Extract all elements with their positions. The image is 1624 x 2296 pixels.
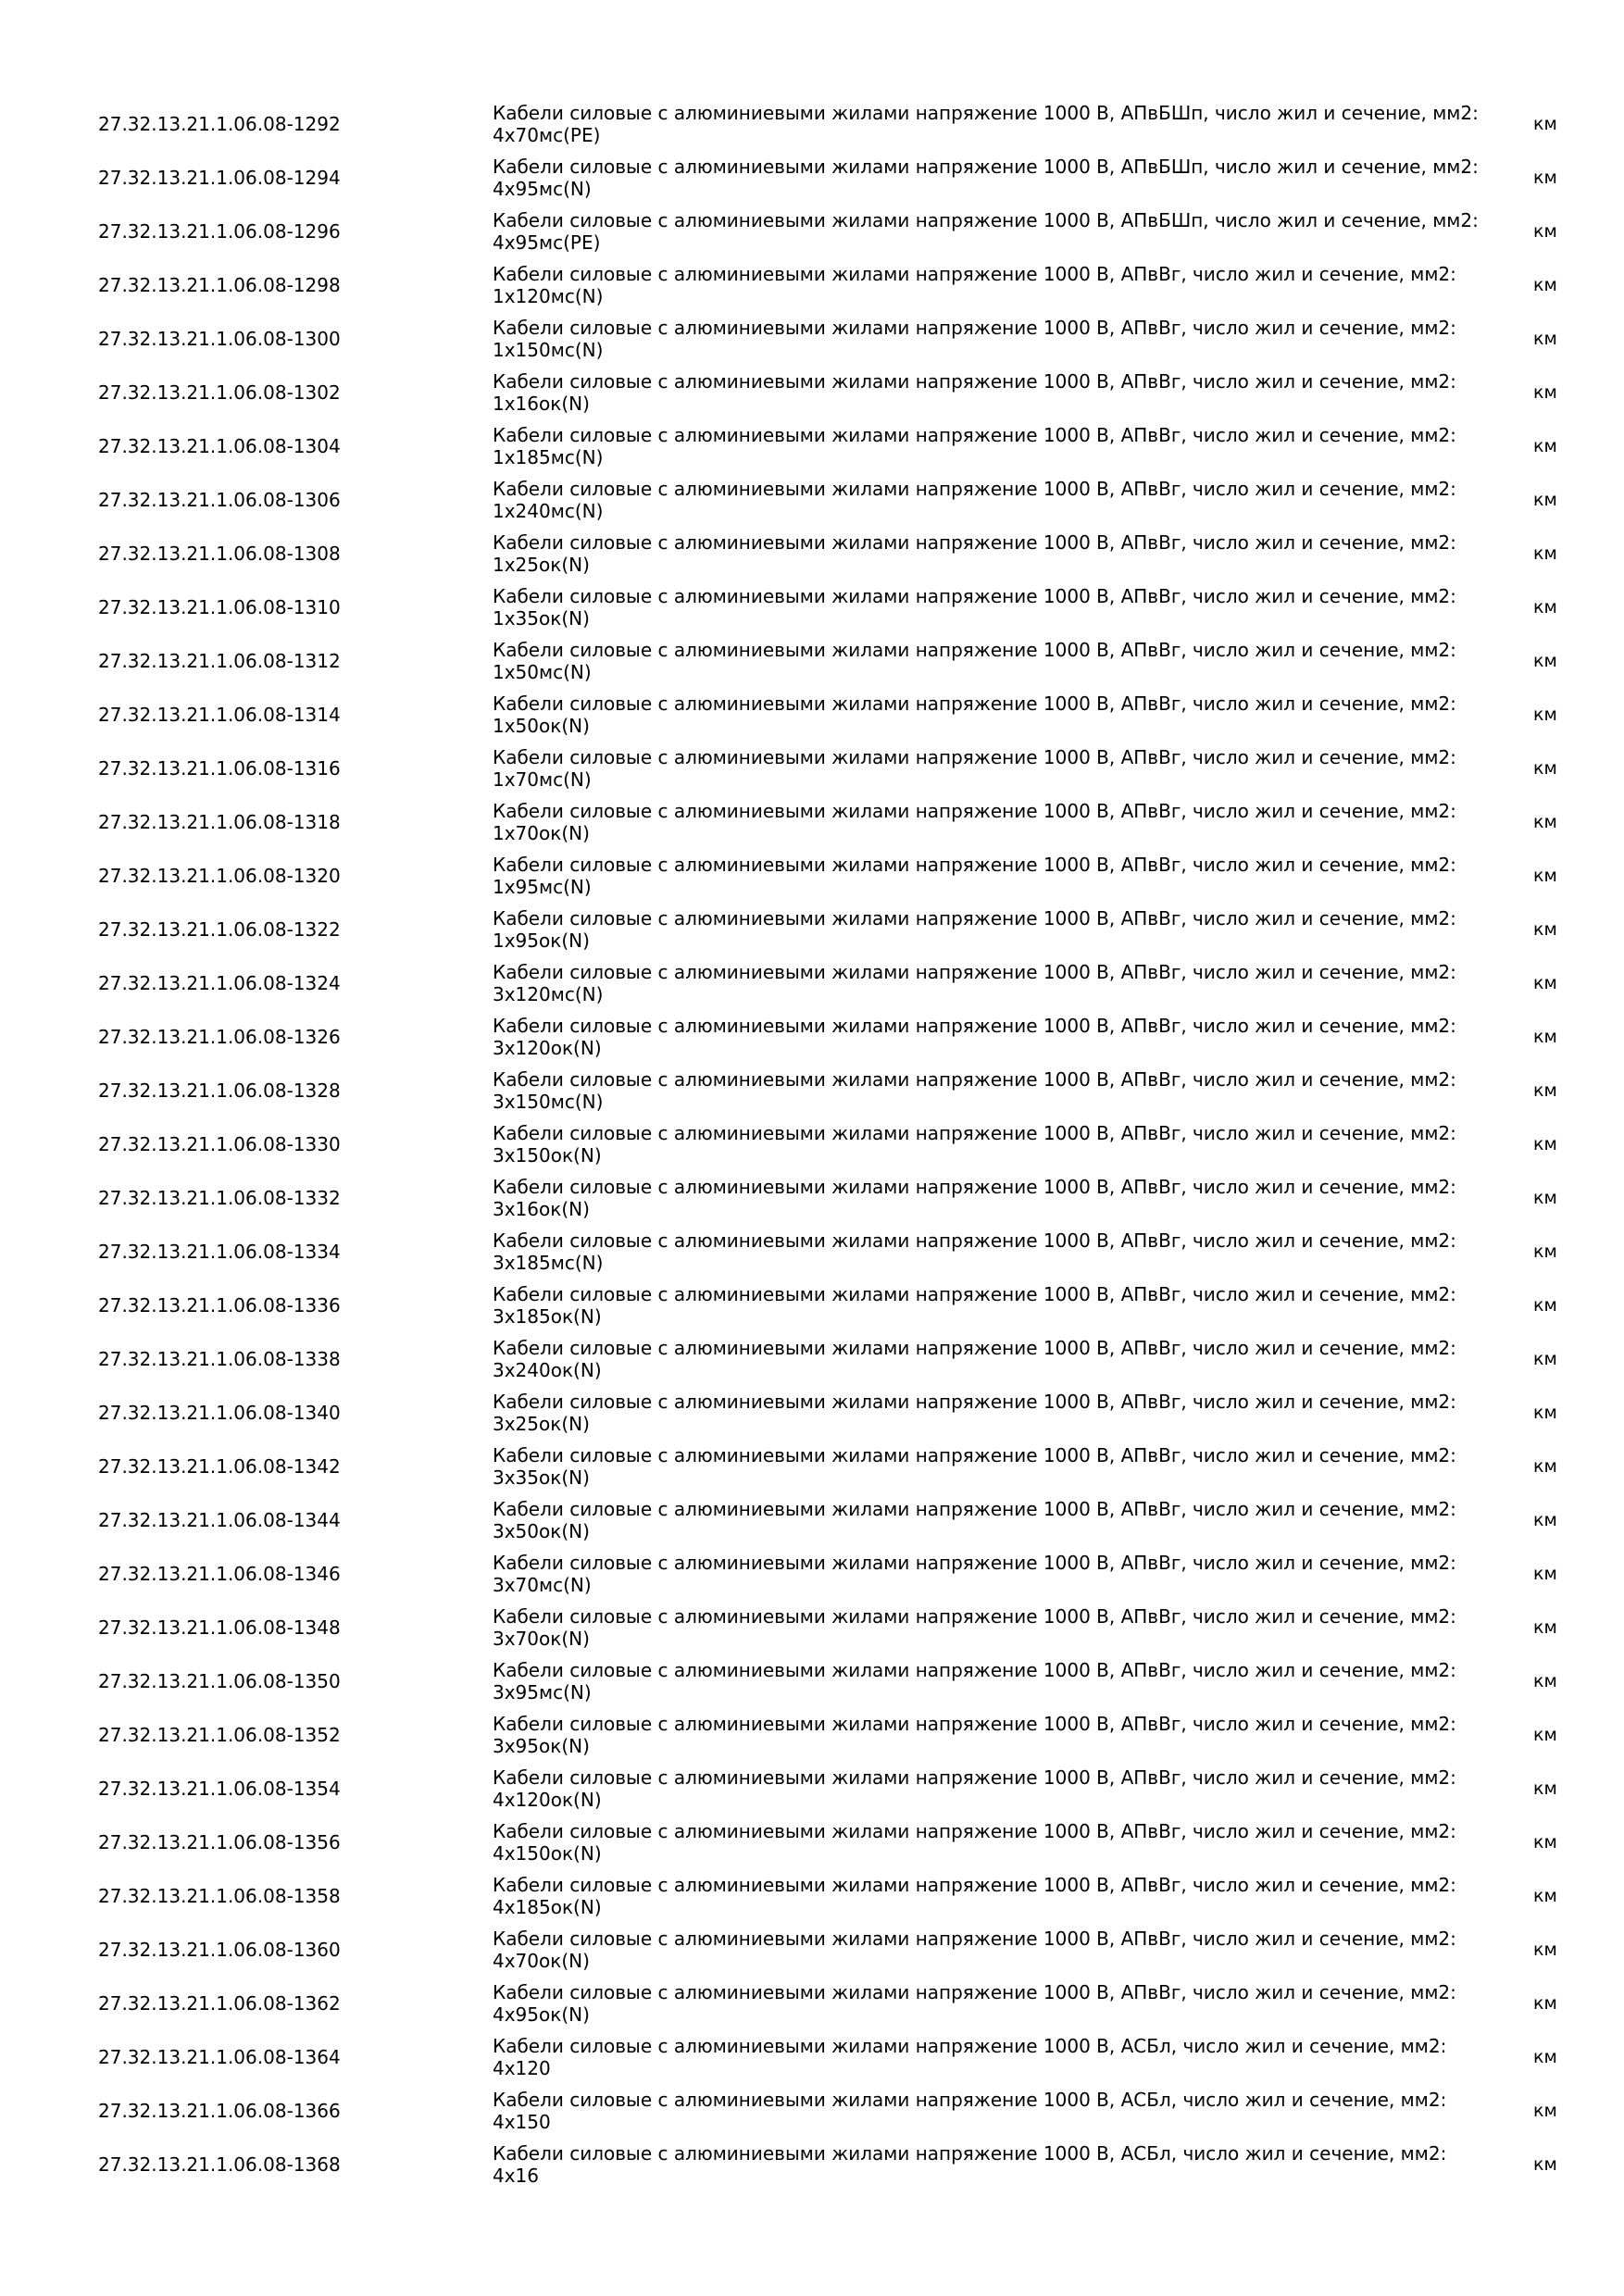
item-code: 27.32.13.21.1.06.08-1366 [98,2100,341,2122]
item-code: 27.32.13.21.1.06.08-1292 [98,113,341,135]
table-row [0,205,1624,258]
item-unit: км [1533,1725,1557,1745]
item-code: 27.32.13.21.1.06.08-1324 [98,972,341,994]
description-line-2: 1х50ок(N) [493,715,590,737]
description-line-2: 3х150ок(N) [493,1144,602,1167]
description-line-2: 1х50мс(N) [493,661,592,683]
description-line-1: Кабели силовые с алюминиевыми жилами напряжение 1000 В, АПвВг, число жил и сечение, мм2: [493,800,1456,822]
description-line-2: 4х95мс(PE) [493,231,601,254]
item-unit: км [1533,973,1557,993]
item-unit: км [1533,866,1557,886]
table-row [0,1547,1624,1601]
table-row [0,2138,1624,2191]
description-line-1: Кабели силовые с алюминиевыми жилами напряжение 1000 В, АСБл, число жил и сечение, мм2: [493,2035,1447,2057]
item-code: 27.32.13.21.1.06.08-1334 [98,1241,341,1263]
description-line-2: 4х120ок(N) [493,1789,602,1811]
item-code: 27.32.13.21.1.06.08-1310 [98,596,341,618]
item-code: 27.32.13.21.1.06.08-1352 [98,1724,341,1746]
description-line-2: 3х16ок(N) [493,1198,590,1220]
description-line-1: Кабели силовые с алюминиевыми жилами напряжение 1000 В, АПвВг, число жил и сечение, мм2: [493,478,1456,500]
price-table [0,97,1624,2191]
description-line-1: Кабели силовые с алюминиевыми жилами напряжение 1000 В, АПвВг, число жил и сечение, мм2: [493,693,1456,715]
table-row [0,1869,1624,1923]
item-code: 27.32.13.21.1.06.08-1344 [98,1509,341,1531]
table-row [0,1440,1624,1493]
description-line-1: Кабели силовые с алюминиевыми жилами напряжение 1000 В, АПвВг, число жил и сечение, мм2: [493,1659,1456,1681]
item-description [493,1391,1493,1435]
table-row [0,151,1624,205]
table-row [0,97,1624,151]
description-line-2: 3х50ок(N) [493,1520,590,1542]
description-line-1: Кабели силовые с алюминиевыми жилами напряжение 1000 В, АПвВг, число жил и сечение, мм2: [493,1229,1456,1252]
item-code: 27.32.13.21.1.06.08-1342 [98,1455,341,1478]
item-description [493,800,1493,844]
description-line-1: Кабели силовые с алюминиевыми жилами напряжение 1000 В, АПвВг, число жил и сечение, мм2: [493,317,1456,339]
description-line-1: Кабели силовые с алюминиевыми жилами напряжение 1000 В, АПвБШп, число жил и сечение, мм2: [493,209,1479,231]
description-line-2: 4х70ок(N) [493,1950,590,1972]
table-row [0,1977,1624,2030]
item-description [493,585,1493,630]
description-line-2: 4х150ок(N) [493,1842,602,1865]
table-row [0,1762,1624,1816]
item-code: 27.32.13.21.1.06.08-1326 [98,1026,341,1048]
item-description [493,907,1493,952]
item-description [493,209,1493,254]
item-unit: км [1533,1564,1557,1584]
item-description [493,1981,1493,2026]
item-code: 27.32.13.21.1.06.08-1356 [98,1831,341,1853]
table-row [0,312,1624,366]
item-code: 27.32.13.21.1.06.08-1338 [98,1348,341,1370]
item-unit: км [1533,1886,1557,1906]
table-row [0,1225,1624,1279]
description-line-2: 1х70мс(N) [493,768,592,791]
table-row [0,1386,1624,1440]
item-code: 27.32.13.21.1.06.08-1332 [98,1187,341,1209]
description-line-2: 3х120ок(N) [493,1037,602,1059]
description-line-1: Кабели силовые с алюминиевыми жилами напряжение 1000 В, АПвВг, число жил и сечение, мм2: [493,370,1456,393]
item-description [493,317,1493,361]
description-line-2: 3х185мс(N) [493,1252,604,1274]
description-line-2: 1х120мс(N) [493,285,604,307]
item-unit: км [1533,2154,1557,2175]
item-description [493,1874,1493,1918]
item-code: 27.32.13.21.1.06.08-1336 [98,1294,341,1316]
item-description [493,102,1493,146]
item-description [493,1068,1493,1113]
item-description [493,1176,1493,1220]
item-unit: км [1533,1940,1557,1960]
item-code: 27.32.13.21.1.06.08-1316 [98,757,341,780]
description-line-2: 3х120мс(N) [493,983,604,1005]
item-code: 27.32.13.21.1.06.08-1322 [98,918,341,941]
description-line-1: Кабели силовые с алюминиевыми жилами напряжение 1000 В, АПвВг, число жил и сечение, мм2: [493,1391,1456,1413]
description-line-1: Кабели силовые с алюминиевыми жилами напряжение 1000 В, АПвВг, число жил и сечение, мм2: [493,907,1456,930]
item-unit: км [1533,758,1557,779]
description-line-2: 1х35ок(N) [493,607,590,630]
item-unit: км [1533,114,1557,134]
description-line-2: 3х25ок(N) [493,1413,590,1435]
item-code: 27.32.13.21.1.06.08-1302 [98,381,341,404]
description-line-1: Кабели силовые с алюминиевыми жилами напряжение 1000 В, АПвВг, число жил и сечение, мм2: [493,1928,1456,1950]
description-line-1: Кабели силовые с алюминиевыми жилами напряжение 1000 В, АПвВг, число жил и сечение, мм2: [493,263,1456,285]
description-line-1: Кабели силовые с алюминиевыми жилами напряжение 1000 В, АПвВг, число жил и сечение, мм2: [493,1820,1456,1842]
item-code: 27.32.13.21.1.06.08-1330 [98,1133,341,1155]
item-unit: км [1533,812,1557,832]
item-code: 27.32.13.21.1.06.08-1298 [98,274,341,296]
item-description [493,1659,1493,1703]
item-description [493,1283,1493,1328]
item-description [493,531,1493,576]
table-row [0,527,1624,580]
description-line-2: 1х16ок(N) [493,393,590,415]
description-line-1: Кабели силовые с алюминиевыми жилами напряжение 1000 В, АПвВг, число жил и сечение, мм2: [493,1444,1456,1466]
table-row [0,2030,1624,2084]
item-unit: км [1533,1134,1557,1154]
item-code: 27.32.13.21.1.06.08-1306 [98,489,341,511]
description-line-1: Кабели силовые с алюминиевыми жилами напряжение 1000 В, АПвВг, число жил и сечение, мм2: [493,746,1456,768]
description-line-2: 1х95мс(N) [493,876,592,898]
item-code: 27.32.13.21.1.06.08-1354 [98,1778,341,1800]
item-code: 27.32.13.21.1.06.08-1362 [98,1992,341,2015]
description-line-2: 1х95ок(N) [493,930,590,952]
item-unit: км [1533,490,1557,510]
description-line-1: Кабели силовые с алюминиевыми жилами напряжение 1000 В, АПвВг, число жил и сечение, мм2: [493,1337,1456,1359]
item-description [493,1337,1493,1381]
description-line-2: 1х185мс(N) [493,446,604,468]
item-description [493,961,1493,1005]
table-row [0,688,1624,742]
description-line-2: 4х185ок(N) [493,1896,602,1918]
item-description [493,156,1493,200]
description-line-2: 4х150 [493,2111,551,2133]
item-code: 27.32.13.21.1.06.08-1364 [98,2046,341,2068]
description-line-1: Кабели силовые с алюминиевыми жилами напряжение 1000 В, АПвВг, число жил и сечение, мм2: [493,1122,1456,1144]
item-description [493,693,1493,737]
description-line-1: Кабели силовые с алюминиевыми жилами напряжение 1000 В, АПвВг, число жил и сечение, мм2: [493,531,1456,554]
description-line-1: Кабели силовые с алюминиевыми жилами напряжение 1000 В, АПвВг, число жил и сечение, мм2: [493,1605,1456,1628]
description-line-1: Кабели силовые с алюминиевыми жилами напряжение 1000 В, АПвВг, число жил и сечение, мм2: [493,961,1456,983]
description-line-2: 3х70ок(N) [493,1628,590,1650]
item-unit: км [1533,1188,1557,1208]
item-description [493,1605,1493,1650]
description-line-2: 3х95мс(N) [493,1681,592,1703]
description-line-2: 4х95ок(N) [493,2003,590,2026]
table-row [0,1923,1624,1977]
item-description [493,1766,1493,1811]
item-unit: км [1533,1510,1557,1530]
description-line-1: Кабели силовые с алюминиевыми жилами напряжение 1000 В, АСБл, число жил и сечение, мм2: [493,2142,1447,2165]
description-line-1: Кабели силовые с алюминиевыми жилами напряжение 1000 В, АПвВг, число жил и сечение, мм2: [493,854,1456,876]
item-unit: км [1533,275,1557,295]
item-code: 27.32.13.21.1.06.08-1346 [98,1563,341,1585]
item-description [493,854,1493,898]
description-line-1: Кабели силовые с алюминиевыми жилами напряжение 1000 В, АПвБШп, число жил и сечение, мм2: [493,102,1479,124]
table-row [0,742,1624,795]
item-unit: км [1533,1242,1557,1262]
item-code: 27.32.13.21.1.06.08-1308 [98,543,341,565]
item-description [493,478,1493,522]
table-row [0,580,1624,634]
table-row [0,1010,1624,1064]
description-line-1: Кабели силовые с алюминиевыми жилами напряжение 1000 В, АПвВг, число жил и сечение, мм2: [493,1176,1456,1198]
description-line-1: Кабели силовые с алюминиевыми жилами напряжение 1000 В, АПвВг, число жил и сечение, мм2: [493,424,1456,446]
description-line-1: Кабели силовые с алюминиевыми жилами напряжение 1000 В, АПвВг, число жил и сечение, мм2: [493,639,1456,661]
item-description [493,2035,1493,2079]
item-code: 27.32.13.21.1.06.08-1350 [98,1670,341,1692]
table-row [0,1816,1624,1869]
table-row [0,1279,1624,1332]
item-code: 27.32.13.21.1.06.08-1360 [98,1939,341,1961]
item-description [493,1122,1493,1167]
table-row [0,2084,1624,2138]
description-line-2: 1х150мс(N) [493,339,604,361]
item-description [493,263,1493,307]
table-row [0,473,1624,527]
table-row [0,1064,1624,1117]
description-line-1: Кабели силовые с алюминиевыми жилами напряжение 1000 В, АПвБШп, число жил и сечение, мм2: [493,156,1479,178]
item-unit: км [1533,2101,1557,2121]
table-row [0,634,1624,688]
table-row [0,1117,1624,1171]
description-line-1: Кабели силовые с алюминиевыми жилами напряжение 1000 В, АПвВг, число жил и сечение, мм2: [493,585,1456,607]
item-code: 27.32.13.21.1.06.08-1300 [98,328,341,350]
item-unit: км [1533,382,1557,403]
item-code: 27.32.13.21.1.06.08-1340 [98,1402,341,1424]
item-description [493,639,1493,683]
item-unit: км [1533,1778,1557,1799]
item-unit: км [1533,1349,1557,1369]
item-unit: км [1533,597,1557,618]
description-line-2: 4х120 [493,2057,551,2079]
item-code: 27.32.13.21.1.06.08-1318 [98,811,341,833]
item-description [493,746,1493,791]
table-row [0,419,1624,473]
description-line-2: 1х25ок(N) [493,554,590,576]
description-line-1: Кабели силовые с алюминиевыми жилами напряжение 1000 В, АПвВг, число жил и сечение, мм2: [493,1713,1456,1735]
item-unit: км [1533,436,1557,456]
item-code: 27.32.13.21.1.06.08-1368 [98,2153,341,2176]
item-unit: км [1533,1617,1557,1638]
description-line-2: 1х70ок(N) [493,822,590,844]
item-code: 27.32.13.21.1.06.08-1320 [98,865,341,887]
description-line-2: 3х35ок(N) [493,1466,590,1489]
item-description [493,1498,1493,1542]
table-row [0,1171,1624,1225]
item-description [493,1015,1493,1059]
item-description [493,1928,1493,1972]
description-line-2: 3х150мс(N) [493,1091,604,1113]
description-line-1: Кабели силовые с алюминиевыми жилами напряжение 1000 В, АПвВг, число жил и сечение, мм2: [493,1015,1456,1037]
item-unit: км [1533,329,1557,349]
item-unit: км [1533,1671,1557,1691]
table-row [0,1601,1624,1654]
item-unit: км [1533,221,1557,242]
item-code: 27.32.13.21.1.06.08-1312 [98,650,341,672]
item-unit: км [1533,1993,1557,2014]
item-unit: км [1533,705,1557,725]
description-line-2: 3х95ок(N) [493,1735,590,1757]
item-description [493,370,1493,415]
description-line-1: Кабели силовые с алюминиевыми жилами напряжение 1000 В, АПвВг, число жил и сечение, мм2: [493,1068,1456,1091]
item-code: 27.32.13.21.1.06.08-1328 [98,1079,341,1102]
item-description [493,2142,1493,2187]
item-unit: км [1533,1832,1557,1853]
description-line-2: 1х240мс(N) [493,500,604,522]
table-row [0,795,1624,849]
item-unit: км [1533,651,1557,671]
description-line-1: Кабели силовые с алюминиевыми жилами напряжение 1000 В, АПвВг, число жил и сечение, мм2: [493,1981,1456,2003]
table-row [0,1708,1624,1762]
description-line-2: 4х16 [493,2165,540,2187]
description-line-1: Кабели силовые с алюминиевыми жилами напряжение 1000 В, АСБл, число жил и сечение, мм2: [493,2089,1447,2111]
item-unit: км [1533,1403,1557,1423]
table-row [0,1654,1624,1708]
item-description [493,1820,1493,1865]
item-description [493,1444,1493,1489]
item-unit: км [1533,919,1557,940]
description-line-1: Кабели силовые с алюминиевыми жилами напряжение 1000 В, АПвВг, число жил и сечение, мм2: [493,1283,1456,1305]
table-row [0,956,1624,1010]
item-code: 27.32.13.21.1.06.08-1348 [98,1616,341,1639]
table-row [0,849,1624,903]
item-code: 27.32.13.21.1.06.08-1304 [98,435,341,457]
table-row [0,1493,1624,1547]
item-description [493,1229,1493,1274]
item-unit: км [1533,168,1557,188]
item-description [493,1552,1493,1596]
item-unit: км [1533,1080,1557,1101]
item-unit: км [1533,1295,1557,1316]
item-unit: км [1533,1027,1557,1047]
item-description [493,424,1493,468]
table-row [0,1332,1624,1386]
item-code: 27.32.13.21.1.06.08-1314 [98,704,341,726]
description-line-1: Кабели силовые с алюминиевыми жилами напряжение 1000 В, АПвВг, число жил и сечение, мм2: [493,1766,1456,1789]
item-description [493,1713,1493,1757]
table-row [0,903,1624,956]
description-line-2: 3х185ок(N) [493,1305,602,1328]
description-line-1: Кабели силовые с алюминиевыми жилами напряжение 1000 В, АПвВг, число жил и сечение, мм2: [493,1552,1456,1574]
description-line-2: 3х240ок(N) [493,1359,602,1381]
description-line-1: Кабели силовые с алюминиевыми жилами напряжение 1000 В, АПвВг, число жил и сечение, мм2: [493,1874,1456,1896]
description-line-2: 3х70мс(N) [493,1574,592,1596]
description-line-1: Кабели силовые с алюминиевыми жилами напряжение 1000 В, АПвВг, число жил и сечение, мм2: [493,1498,1456,1520]
item-code: 27.32.13.21.1.06.08-1294 [98,167,341,189]
table-row [0,366,1624,419]
description-line-2: 4х95мс(N) [493,178,592,200]
item-unit: км [1533,2047,1557,2067]
item-code: 27.32.13.21.1.06.08-1358 [98,1885,341,1907]
description-line-2: 4х70мс(PE) [493,124,601,146]
table-row [0,258,1624,312]
item-unit: км [1533,1456,1557,1477]
item-unit: км [1533,543,1557,564]
item-code: 27.32.13.21.1.06.08-1296 [98,220,341,243]
item-description [493,2089,1493,2133]
